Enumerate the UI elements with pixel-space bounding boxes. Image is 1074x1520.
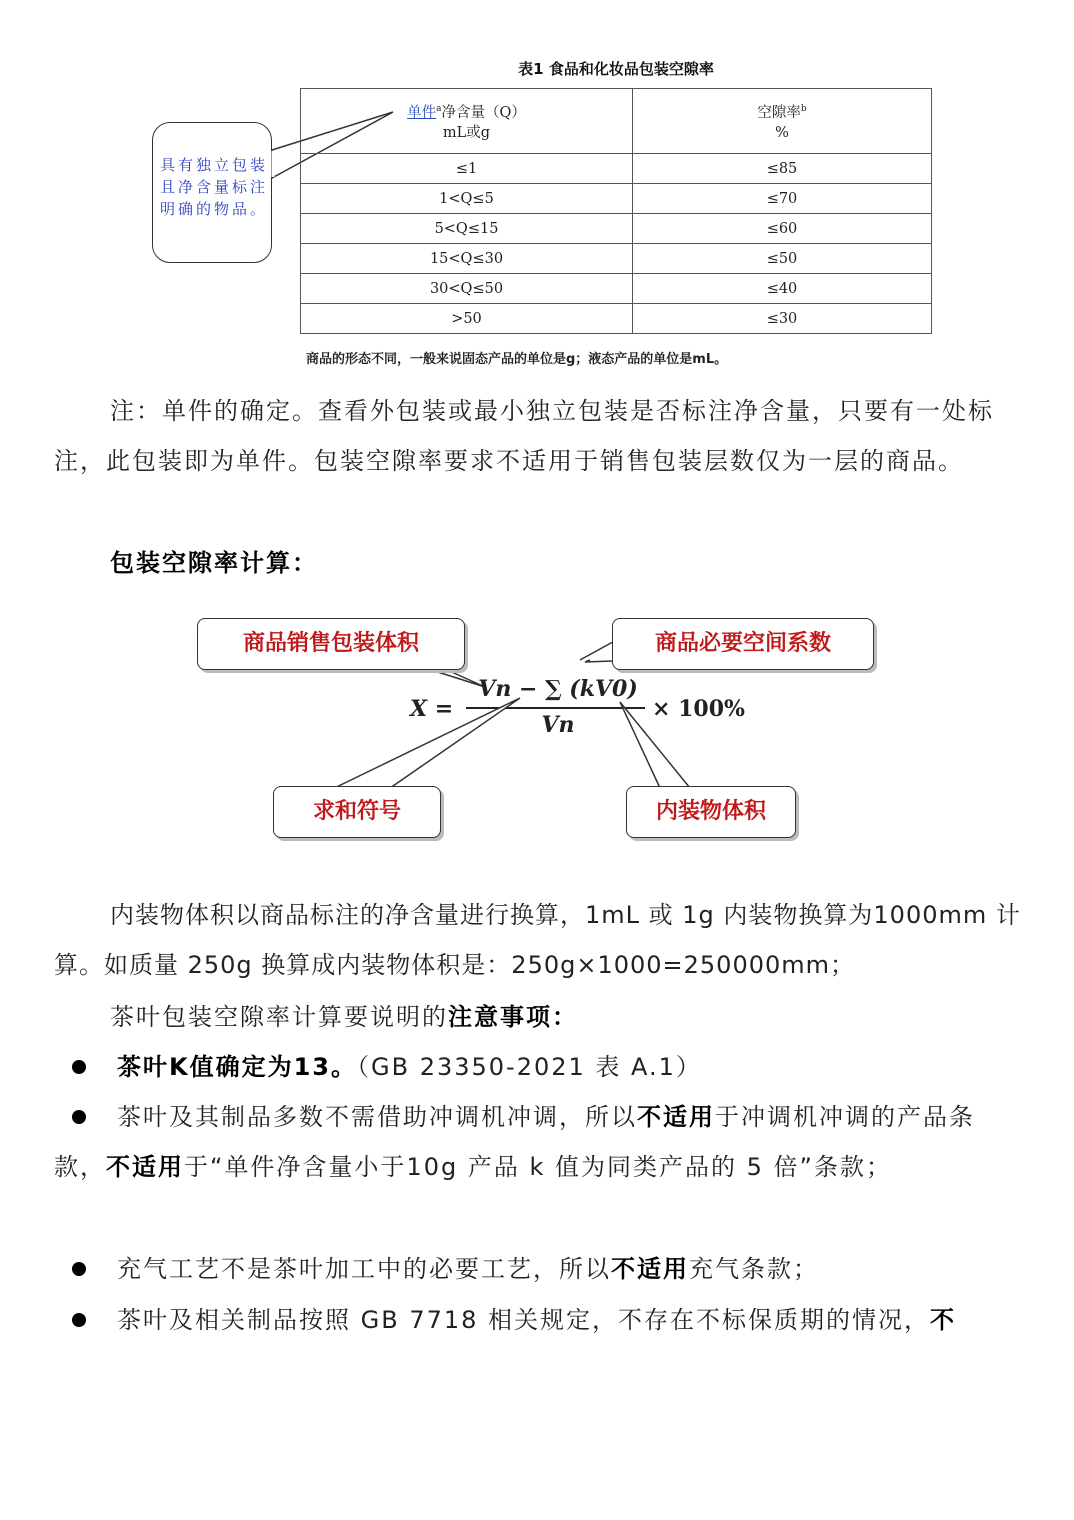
single-item-link[interactable]: 单件 <box>407 104 437 121</box>
bullet-bold: 茶叶K值确定为13。 <box>117 1053 357 1081</box>
header-void-ratio-unit: % <box>775 124 789 141</box>
bullet-text: 于冲调机冲调的产品条款， <box>54 1103 975 1181</box>
header-net-content <box>301 89 633 154</box>
cell-rate: ≤50 <box>633 244 932 274</box>
bullet-bold: 不适用 <box>637 1103 715 1131</box>
bullet-dot <box>72 1060 86 1074</box>
footnote-b: b <box>800 104 807 115</box>
cell-rate: ≤85 <box>633 154 932 184</box>
header-void-ratio-label: 空隙率 <box>757 104 801 121</box>
conversion-paragraph: 内装物体积以商品标注的净含量进行换算，1mL 或 1g 内装物换算为1000mm 计算。如质量 250g 换算成内装物体积是：250g×1000=250000mm； <box>54 901 1021 979</box>
bullet-text: 充气工艺不是茶叶加工中的必要工艺，所以 <box>117 1255 611 1283</box>
header-net-content-label: 净含量（Q） <box>441 104 526 121</box>
table-row <box>301 274 932 304</box>
header-net-content-unit: mL或g <box>442 124 491 141</box>
bullet-bold: 不 <box>930 1306 957 1334</box>
bullet-item <box>54 1092 1026 1192</box>
bullet-text: 充气条款； <box>689 1255 819 1283</box>
table-row <box>301 154 932 184</box>
bullet-dot <box>72 1313 86 1327</box>
cell-rate: ≤40 <box>633 274 932 304</box>
table-row <box>301 214 932 244</box>
cell-range: 15<Q≤30 <box>301 244 633 274</box>
table-footnote: 商品的形态不同，一般来说固态产品的单位是g；液态产品的单位是mL。 <box>306 352 728 367</box>
formula-denominator: Vn <box>541 712 575 738</box>
cell-range: 30<Q≤50 <box>301 274 633 304</box>
void-ratio-table <box>300 88 932 334</box>
table-title: 表1 食品和化妆品包装空隙率 <box>518 60 714 78</box>
header-void-ratio <box>633 89 932 154</box>
bullet-text: （GB 23350-2021 表 A.1） <box>357 1053 702 1081</box>
label-inner-volume: 内装物体积 <box>626 786 796 838</box>
footnote-a: a <box>436 104 442 115</box>
cell-rate: ≤70 <box>633 184 932 214</box>
notes-intro-bold: 注意事项： <box>448 1003 578 1031</box>
cell-range: 5<Q≤15 <box>301 214 633 244</box>
table-row <box>301 304 932 334</box>
formula-multiplier: × 100% <box>652 696 745 722</box>
bullet-text: 茶叶及相关制品按照 GB 7718 相关规定，不存在不标保质期的情况， <box>117 1306 931 1334</box>
label-package-volume: 商品销售包装体积 <box>197 618 465 670</box>
label-space-coefficient: 商品必要空间系数 <box>612 618 874 670</box>
table-row <box>301 184 932 214</box>
calc-heading: 包装空隙率计算： <box>110 549 318 577</box>
bullet-bold: 不适用 <box>611 1255 689 1283</box>
notes-intro <box>110 992 578 1042</box>
cell-rate: ≤60 <box>633 214 932 244</box>
bullet-dot <box>72 1262 86 1276</box>
table-row <box>301 244 932 274</box>
formula-numerator: Vn − ∑ (kV0) <box>478 676 638 702</box>
single-item-note: 注：单件的确定。查看外包装或最小独立包装是否标注净含量，只要有一处标注，此包装即为单件。包装空隙率要求不适用于销售包装层数仅为一层的商品。 <box>54 397 994 475</box>
bullet-text: 于“单件净含量小于10g 产品 k 值为同类产品的 5 倍”条款； <box>184 1153 892 1181</box>
bullet-item <box>117 1244 1027 1294</box>
formula-lhs: X = <box>410 696 454 722</box>
cell-range: 1<Q≤5 <box>301 184 633 214</box>
callout-text: 具有独立包装且净含量标注明确的物品。 <box>160 156 269 218</box>
table-header-row <box>301 89 932 154</box>
bullet-text: 茶叶及其制品多数不需借助冲调机冲调，所以 <box>117 1103 637 1131</box>
label-sum-symbol: 求和符号 <box>273 786 441 838</box>
cell-range: ≤1 <box>301 154 633 184</box>
cell-rate: ≤30 <box>633 304 932 334</box>
notes-intro-text: 茶叶包装空隙率计算要说明的 <box>110 1003 448 1031</box>
cell-range: >50 <box>301 304 633 334</box>
bullet-item <box>117 1295 1027 1345</box>
bullet-item <box>117 1042 1027 1092</box>
bullet-bold: 不适用 <box>106 1153 184 1181</box>
